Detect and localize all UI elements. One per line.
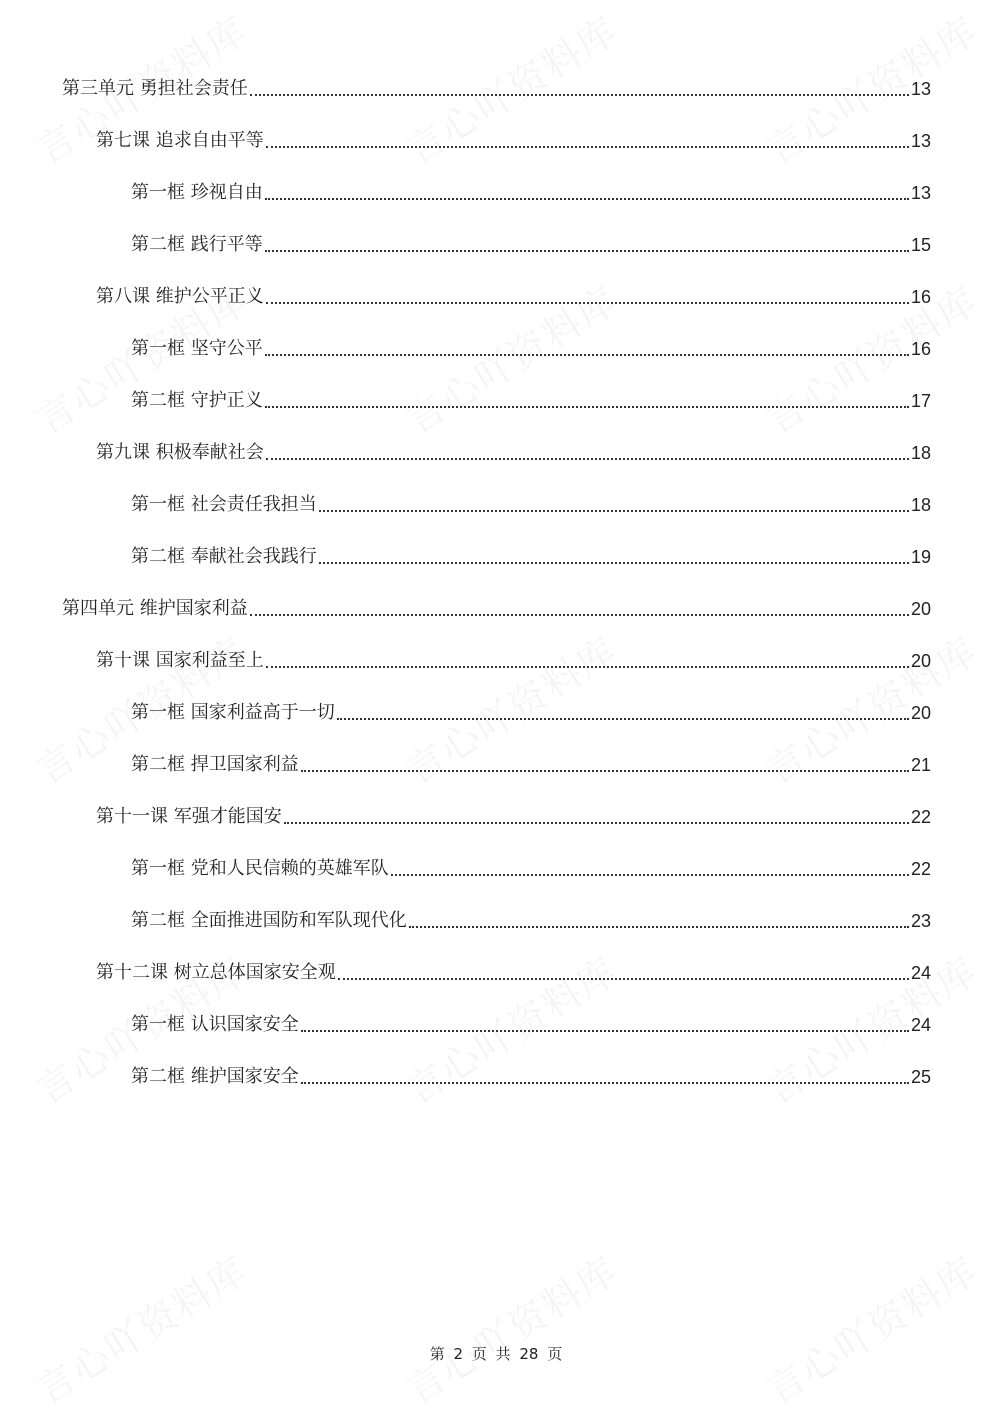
toc-entry[interactable] (62, 596, 931, 622)
toc-entry-title: 第二框 践行平等 (131, 234, 263, 255)
toc-entry[interactable] (131, 492, 931, 518)
toc-entry-title: 第二框 捍卫国家利益 (131, 754, 299, 775)
toc-entry-title: 第一框 社会责任我担当 (131, 494, 317, 515)
toc-entry-title: 第八课 维护公平正义 (96, 286, 264, 307)
toc-entry-page: 20 (910, 599, 931, 619)
toc-entry-page: 19 (910, 547, 931, 567)
dot-leader (250, 94, 909, 96)
dot-leader (337, 718, 909, 720)
toc-entry-page: 18 (910, 443, 931, 463)
dot-leader (265, 198, 909, 200)
toc-entry[interactable] (96, 440, 931, 466)
toc-entry-page: 24 (910, 1015, 931, 1035)
dot-leader (319, 510, 909, 512)
toc-entry[interactable] (96, 128, 931, 154)
toc-entry-title: 第九课 积极奉献社会 (96, 442, 264, 463)
toc-entry[interactable] (131, 232, 931, 258)
toc-entry[interactable] (96, 648, 931, 674)
toc-entry-page: 16 (910, 287, 931, 307)
toc-entry-page: 18 (910, 495, 931, 515)
toc-entry-page: 13 (910, 131, 931, 151)
toc-entry[interactable] (131, 388, 931, 414)
toc-entry-page: 21 (910, 755, 931, 775)
toc-entry[interactable] (96, 284, 931, 310)
dot-leader (301, 770, 909, 772)
toc-entry-title: 第一框 党和人民信赖的英雄军队 (131, 858, 389, 879)
toc-entry-title: 第二框 守护正义 (131, 390, 263, 411)
toc-entry-page: 20 (910, 703, 931, 723)
toc-entry-page: 22 (910, 807, 931, 827)
toc-entry-title: 第一框 珍视自由 (131, 182, 263, 203)
toc-entry[interactable] (131, 752, 931, 778)
toc-entry-page: 13 (910, 79, 931, 99)
toc-entry-page: 16 (910, 339, 931, 359)
toc-entry[interactable] (96, 960, 931, 986)
toc-entry[interactable] (62, 76, 931, 102)
dot-leader (391, 874, 909, 876)
dot-leader (284, 822, 909, 824)
toc-entry[interactable] (131, 336, 931, 362)
toc-entry-title: 第七课 追求自由平等 (96, 130, 264, 151)
toc-entry-page: 25 (910, 1067, 931, 1087)
toc-entry[interactable] (131, 1064, 931, 1090)
dot-leader (266, 302, 909, 304)
toc-entry[interactable] (131, 908, 931, 934)
toc-entry[interactable] (131, 180, 931, 206)
dot-leader (409, 926, 909, 928)
toc-entry-title: 第二框 全面推进国防和军队现代化 (131, 910, 407, 931)
toc-entry-title: 第一框 认识国家安全 (131, 1014, 299, 1035)
toc-entry-title: 第二框 维护国家安全 (131, 1066, 299, 1087)
dot-leader (265, 354, 909, 356)
toc-entry-title: 第一框 坚守公平 (131, 338, 263, 359)
toc-entry[interactable] (131, 856, 931, 882)
watermark-text (394, 1241, 627, 1414)
dot-leader (250, 614, 909, 616)
toc-entry-title: 第三单元 勇担社会责任 (62, 78, 248, 99)
toc-entry-page: 20 (910, 651, 931, 671)
dot-leader (301, 1030, 909, 1032)
toc-entry-page: 15 (910, 235, 931, 255)
toc-entry-title: 第十二课 树立总体国家安全观 (96, 962, 336, 983)
toc-entry[interactable] (131, 1012, 931, 1038)
dot-leader (266, 666, 909, 668)
toc-entry-page: 13 (910, 183, 931, 203)
toc-entry-title: 第二框 奉献社会我践行 (131, 546, 317, 567)
page-footer: 第 2 页 共 28 页 (429, 1345, 563, 1363)
watermark-text (754, 1241, 987, 1414)
watermark-text (24, 1241, 257, 1414)
toc-entry-title: 第一框 国家利益高于一切 (131, 702, 335, 723)
toc-entry[interactable] (131, 700, 931, 726)
toc-entry-page: 17 (910, 391, 931, 411)
dot-leader (265, 250, 909, 252)
dot-leader (319, 562, 909, 564)
dot-leader (301, 1082, 909, 1084)
toc-entry-page: 24 (910, 963, 931, 983)
toc-entry-title: 第四单元 维护国家利益 (62, 598, 248, 619)
dot-leader (265, 406, 909, 408)
toc-entry[interactable] (131, 544, 931, 570)
toc-entry-page: 23 (910, 911, 931, 931)
toc-entry-page: 22 (910, 859, 931, 879)
toc-entry[interactable] (96, 804, 931, 830)
dot-leader (338, 978, 909, 980)
toc-entry-title: 第十一课 军强才能国安 (96, 806, 282, 827)
dot-leader (266, 458, 909, 460)
toc-entry-title: 第十课 国家利益至上 (96, 650, 264, 671)
dot-leader (266, 146, 909, 148)
